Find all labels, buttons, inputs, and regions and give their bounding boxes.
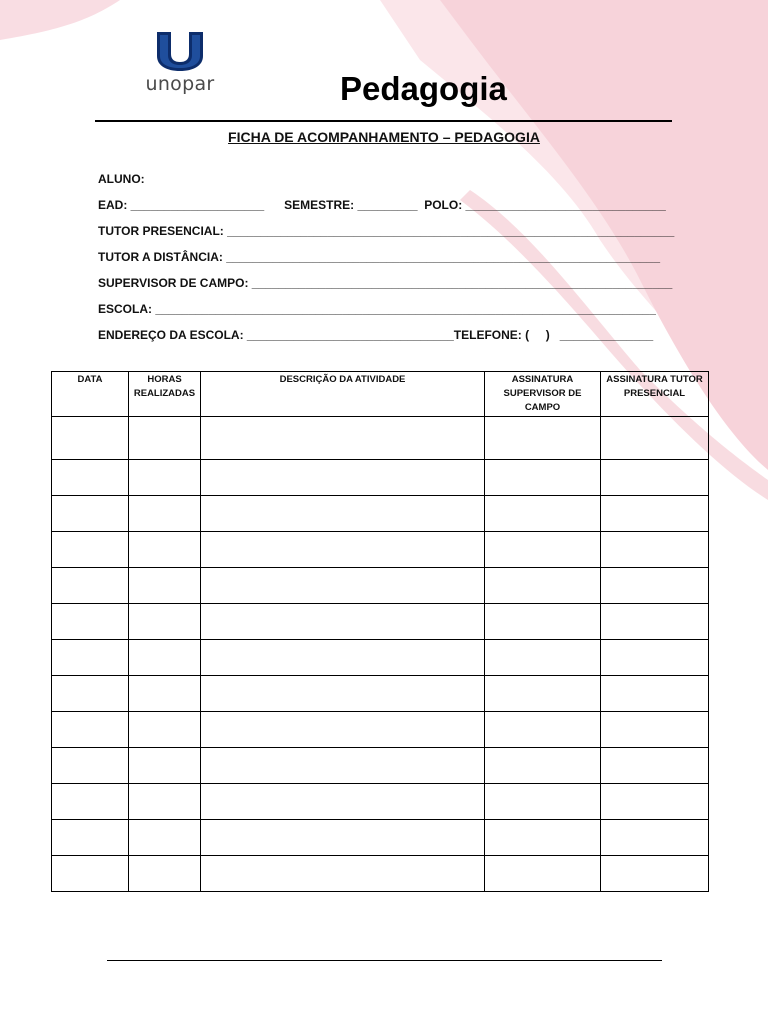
cell-descricao[interactable] <box>201 496 485 532</box>
cell-assinatura-supervisor[interactable] <box>485 417 601 460</box>
cell-assinatura-supervisor[interactable] <box>485 676 601 712</box>
activity-table <box>51 371 709 892</box>
cell-assinatura-supervisor[interactable] <box>485 640 601 676</box>
table-row <box>52 532 709 568</box>
cell-data[interactable] <box>52 460 129 496</box>
header-descricao-atividade: DESCRIÇÃO DA ATIVIDADE <box>201 372 485 417</box>
cell-descricao[interactable] <box>201 784 485 820</box>
table-header-row <box>52 372 709 417</box>
cell-data[interactable] <box>52 604 129 640</box>
table-row <box>52 820 709 856</box>
signature-line <box>107 960 662 961</box>
cell-assinatura-supervisor[interactable] <box>485 460 601 496</box>
unopar-logo <box>139 26 221 100</box>
cell-data[interactable] <box>52 532 129 568</box>
cell-assinatura-tutor[interactable] <box>601 568 709 604</box>
cell-data[interactable] <box>52 496 129 532</box>
cell-assinatura-supervisor[interactable] <box>485 748 601 784</box>
table-row <box>52 676 709 712</box>
cell-horas[interactable] <box>129 820 201 856</box>
cell-data[interactable] <box>52 712 129 748</box>
cell-data[interactable] <box>52 820 129 856</box>
cell-descricao[interactable] <box>201 604 485 640</box>
field-tutor-distancia[interactable]: TUTOR A DISTÂNCIA: _________________________________________________________________ <box>98 250 661 264</box>
table-body <box>52 417 709 892</box>
field-tutor-presencial[interactable]: TUTOR PRESENCIAL: ___________________________________________________________________ <box>98 224 675 238</box>
cell-horas[interactable] <box>129 676 201 712</box>
cell-assinatura-supervisor[interactable] <box>485 820 601 856</box>
cell-assinatura-supervisor[interactable] <box>485 856 601 892</box>
cell-data[interactable] <box>52 676 129 712</box>
cell-data[interactable] <box>52 417 129 460</box>
cell-horas[interactable] <box>129 417 201 460</box>
cell-data[interactable] <box>52 856 129 892</box>
field-escola[interactable]: ESCOLA: ___________________________________________________________________________ <box>98 302 656 316</box>
table-row <box>52 417 709 460</box>
cell-assinatura-tutor[interactable] <box>601 604 709 640</box>
form-heading: FICHA DE ACOMPANHAMENTO – PEDAGOGIA <box>228 129 540 145</box>
cell-descricao[interactable] <box>201 856 485 892</box>
table-row <box>52 784 709 820</box>
cell-descricao[interactable] <box>201 748 485 784</box>
cell-assinatura-tutor[interactable] <box>601 460 709 496</box>
cell-assinatura-supervisor[interactable] <box>485 568 601 604</box>
cell-assinatura-tutor[interactable] <box>601 532 709 568</box>
cell-assinatura-supervisor[interactable] <box>485 532 601 568</box>
table-row <box>52 640 709 676</box>
cell-assinatura-tutor[interactable] <box>601 417 709 460</box>
table-row <box>52 748 709 784</box>
cell-assinatura-tutor[interactable] <box>601 820 709 856</box>
cell-descricao[interactable] <box>201 568 485 604</box>
cell-descricao[interactable] <box>201 640 485 676</box>
cell-descricao[interactable] <box>201 820 485 856</box>
cell-assinatura-tutor[interactable] <box>601 640 709 676</box>
cell-horas[interactable] <box>129 496 201 532</box>
cell-data[interactable] <box>52 784 129 820</box>
cell-assinatura-supervisor[interactable] <box>485 784 601 820</box>
unopar-u-icon <box>155 30 205 72</box>
cell-descricao[interactable] <box>201 460 485 496</box>
cell-data[interactable] <box>52 568 129 604</box>
cell-assinatura-tutor[interactable] <box>601 856 709 892</box>
cell-horas[interactable] <box>129 748 201 784</box>
header-data: DATA <box>52 372 129 417</box>
cell-data[interactable] <box>52 748 129 784</box>
field-endereco-telefone[interactable]: ENDEREÇO DA ESCOLA: _______________________________TELEFONE: ( ) ______________ <box>98 328 654 342</box>
header-assinatura-supervisor: ASSINATURA SUPERVISOR DE CAMPO <box>485 372 601 417</box>
unopar-logo-text: unopar <box>145 73 215 95</box>
cell-horas[interactable] <box>129 856 201 892</box>
cell-descricao[interactable] <box>201 676 485 712</box>
cell-assinatura-tutor[interactable] <box>601 748 709 784</box>
cell-assinatura-supervisor[interactable] <box>485 712 601 748</box>
table-row <box>52 604 709 640</box>
table-row <box>52 460 709 496</box>
cell-horas[interactable] <box>129 640 201 676</box>
cell-horas[interactable] <box>129 784 201 820</box>
table-row <box>52 496 709 532</box>
cell-assinatura-supervisor[interactable] <box>485 604 601 640</box>
page-title: Pedagogia <box>340 70 507 107</box>
cell-horas[interactable] <box>129 568 201 604</box>
cell-assinatura-tutor[interactable] <box>601 496 709 532</box>
header-assinatura-tutor: ASSINATURA TUTOR PRESENCIAL <box>601 372 709 417</box>
cell-assinatura-tutor[interactable] <box>601 784 709 820</box>
cell-assinatura-tutor[interactable] <box>601 676 709 712</box>
title-divider <box>95 120 672 122</box>
cell-assinatura-supervisor[interactable] <box>485 496 601 532</box>
cell-horas[interactable] <box>129 460 201 496</box>
cell-horas[interactable] <box>129 604 201 640</box>
field-ead-semestre-polo[interactable]: EAD: ____________________ SEMESTRE: _________ POLO: ______________________________ <box>98 198 666 212</box>
field-supervisor-campo[interactable]: SUPERVISOR DE CAMPO: _______________________________________________________________ <box>98 276 673 290</box>
cell-descricao[interactable] <box>201 712 485 748</box>
cell-data[interactable] <box>52 640 129 676</box>
header-horas-realizadas: HORAS REALIZADAS <box>129 372 201 417</box>
cell-descricao[interactable] <box>201 417 485 460</box>
cell-assinatura-tutor[interactable] <box>601 712 709 748</box>
table-row <box>52 856 709 892</box>
table-row <box>52 712 709 748</box>
cell-descricao[interactable] <box>201 532 485 568</box>
table-row <box>52 568 709 604</box>
cell-horas[interactable] <box>129 712 201 748</box>
field-aluno[interactable]: ALUNO: <box>98 172 145 186</box>
cell-horas[interactable] <box>129 532 201 568</box>
